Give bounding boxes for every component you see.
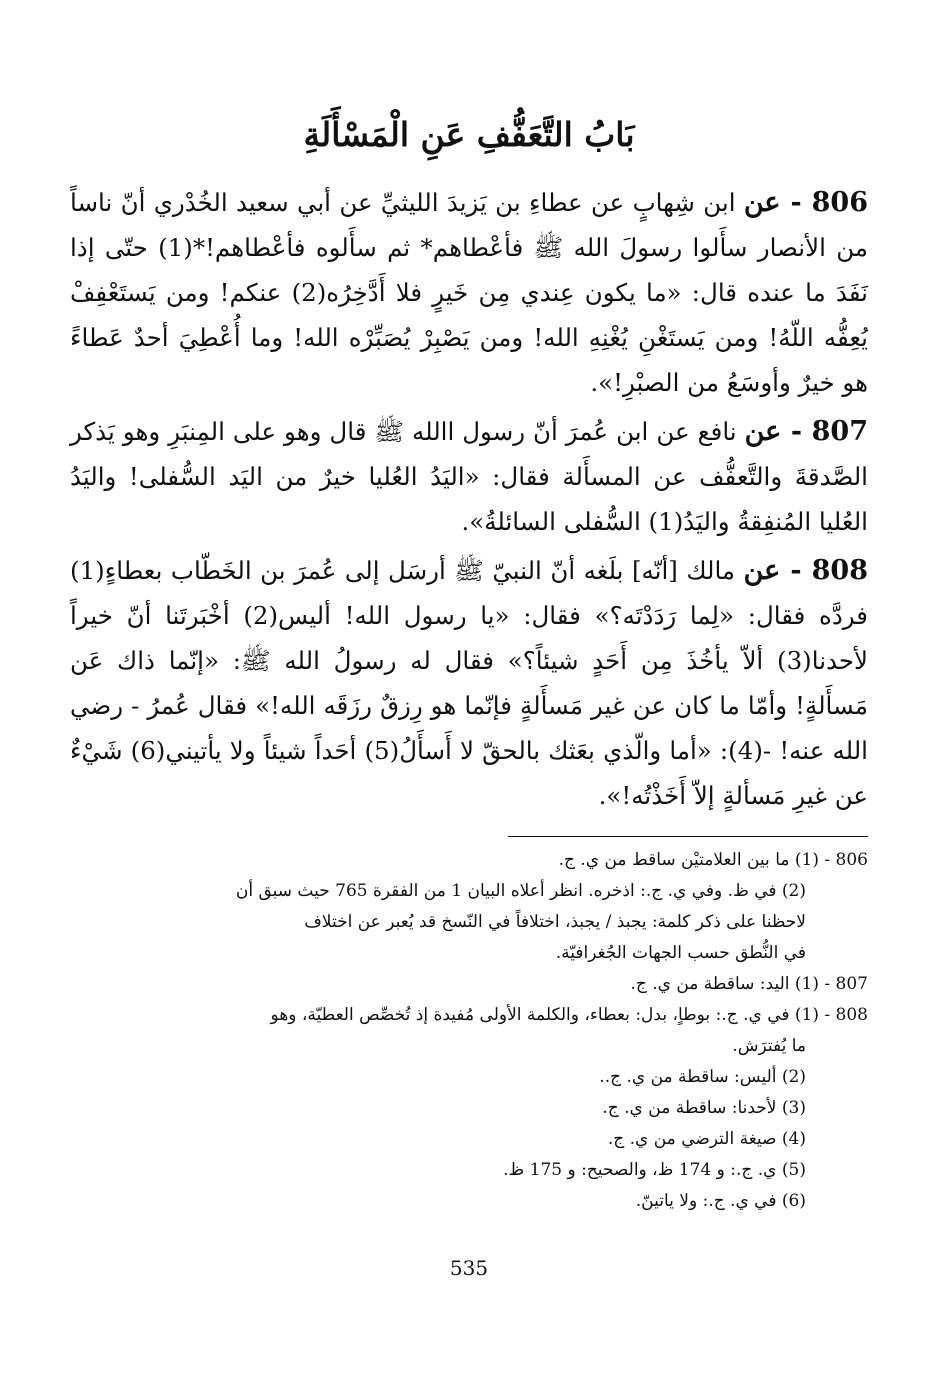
footnote-line: ما يُفترَش. (732, 1036, 806, 1056)
hadith-text: ابن شِهابٍ عن عطاءِ بن يَزيدَ الليثيِّ عن أبي سعيد الخُدْري أنّ ناساً من الأنصار سأَلوا رسولَ الله ﷺ فأعْطاهم* ثم سأَلوه فأعْطاهم!*(1) حتّى إذا نَفَدَ ما عنده قال: «ما يكون عِندي مِن خَيرٍ فلا أَدَّخِرُه(2) عنكم! ومن يَستَعْفِفْ يُعِفُّه اللّهُ! ومن يَستَغْنِ يُغْنِهِ الله! ومن يَصْبِرْ يُصَبِّرْه الله! وما أُعْطِيَ أحدٌ عَطاءً هو خيرٌ وأوسَعُ من الصبْرِ!». (70, 188, 868, 397)
footnote-line: 807 - (1) اليد: ساقطة من ي. ج. (630, 974, 868, 994)
footnote-separator (508, 836, 868, 837)
footnote-line: 808 - (1) في ي. ج.: بوطاٍ، بدل: بعطاء، والكلمة الأولى مُفيدة إذ تُخصِّص العطيّة، وهو (270, 1005, 868, 1025)
hadith-number: 806 - عن (743, 187, 868, 218)
footnote-line: (2) في ظ. وفي ي. ج.: اذخره. انظر أعلاه البيان 1 من الفقرة 765 حيث سبق أن (235, 881, 806, 901)
chapter-title: بَابُ التَّعَفُّفِ عَنِ الْمَسْأَلَةِ (303, 115, 635, 154)
hadith-text: نافع عن ابن عُمرَ أنّ رسول االله ﷺ قال وهو على المِنبَرِ وهو يَذكر الصَّدقةَ والتَّعفُّف عن المسأَلة فقال: «اليَدُ العُليا خيرٌ من اليَد السُّفلى! واليَدُ العُليا المُنفِقةُ واليَدُ(1) السُّفلى السائلةُ». (70, 417, 868, 536)
hadith-number: 807 - عن (744, 416, 868, 447)
footnote-group-806 (70, 845, 868, 969)
hadith-807 (70, 409, 868, 544)
footnote-line: (4) صيغة الترضي من ي. ج. (607, 1129, 806, 1149)
hadith-806 (70, 180, 868, 405)
footnote-line: (5) ي. ج.: و 174 ظ، والصحيح: و 175 ظ. (503, 1160, 806, 1180)
footnote-group-808 (70, 1000, 868, 1217)
footnote-line: لاحظنا على ذكر كلمة: يجبذ / يجبذ، اختلافاً في النّسخ قد يُعبر عن اختلاف (304, 912, 806, 932)
footnote-group-807 (70, 969, 868, 1000)
hadith-text: مالك [أنّه] بلَغه أنّ النبيّ ﷺ أرسَل إلى عُمرَ بن الخَطّاب بعطاءٍ(1) فردَّه فقال: «لِما رَدَدْتَه؟» فقال: «يا رسول الله! أليس(2) أخْبَرتَنا أنّ خيراً لأحدنا(3) ألاّ يأخُذَ مِن أَحَدٍ شيئاً؟» فقال له رسولُ الله ﷺ: «إنّما ذاك عَن مَسأَلةٍ! وأمّا ما كان عن غير مَسأَلةٍ فإنّما هو رِزقٌ رزَقَه الله!» فقال عُمرُ - رضي الله عنه! -(4): «أما والّذي بعَثك بالحقّ لا أَسأَلُ(5) أحَداً شيئاً ولا يأتيني(6) شَيْءٌ عن غيرِ مَسألةٍ إلاّ أَخَذْتُه!». (70, 556, 869, 810)
footnote-line: (6) في ي. ج.: ولا ياتينّ. (635, 1191, 806, 1211)
footnote-line: (3) لأحدنا: ساقطة من ي. ج. (602, 1098, 806, 1118)
hadith-808 (70, 548, 868, 818)
footnote-line: في النُّطق حسب الجهات الجُغرافيّة. (555, 943, 806, 963)
page-number: 535 (449, 1256, 489, 1280)
footnotes (70, 845, 868, 1217)
hadith-number: 808 - عن (743, 555, 869, 586)
footnote-line: 806 - (1) ما بين العلامتيْن ساقط من ي. ج. (558, 850, 868, 870)
footnote-line: (2) أليس: ساقطة من ي. ج.. (599, 1067, 806, 1087)
